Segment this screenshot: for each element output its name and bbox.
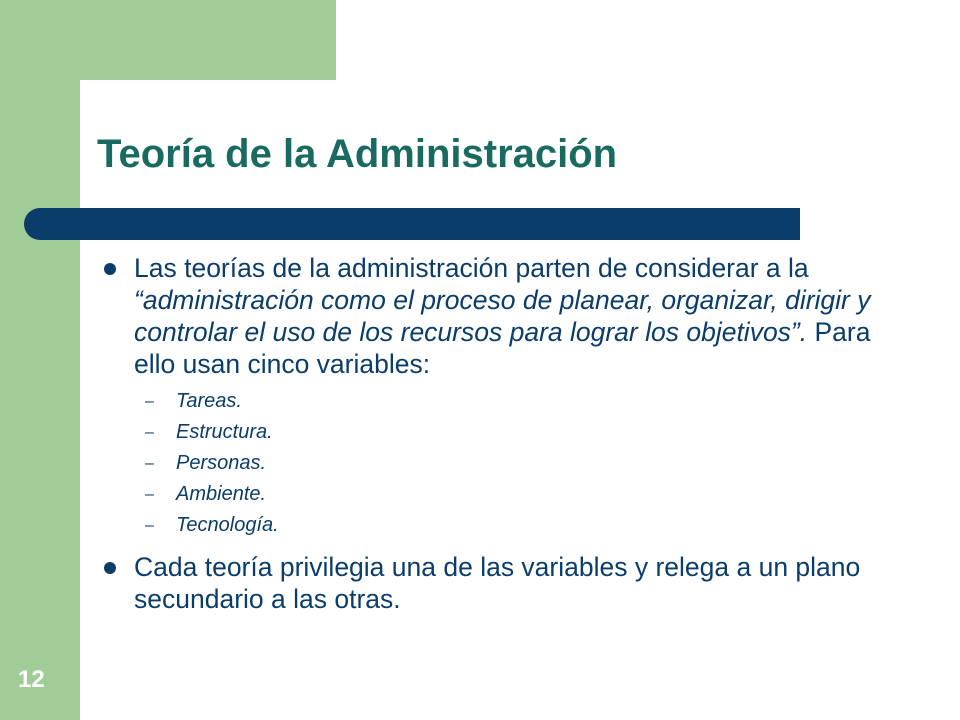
bullet-item-1 [98,252,898,380]
bullet-dot-icon [104,562,116,574]
variable-label: Tecnología. [176,514,279,536]
page-number: 12 [18,666,45,693]
list-item [98,479,898,510]
variable-label: Tareas. [176,390,242,412]
dash-icon: – [145,486,154,503]
dash-icon: – [145,393,154,410]
title-underline-bar [24,208,800,240]
dash-icon: – [145,455,154,472]
slide-body [98,252,898,615]
list-item [98,510,898,541]
dash-icon: – [145,424,154,441]
variable-label: Ambiente. [176,483,267,505]
variables-list [98,386,898,541]
bullet-1-quote: “administración como el proceso de planear, organizar, dirigir y controlar el uso de los recursos para lograr los objetivos”. [134,285,871,347]
bullet-1-intro: Las teorías de la administración parten de considerar a la [134,253,809,283]
dash-icon: – [145,517,154,534]
list-item [98,417,898,448]
bullet-dot-icon [104,263,116,275]
left-accent-bar [0,0,80,720]
list-item [98,448,898,479]
variable-label: Personas. [176,452,267,474]
rounded-corner [80,80,140,140]
bullet-1-outro: Para ello usan cinco variables: [134,317,871,379]
slide-title: Teoría de la Administración [97,132,618,176]
variable-label: Estructura. [176,421,273,443]
list-item [98,386,898,417]
bullet-item-2 [98,551,898,615]
top-accent-bar [0,0,336,80]
bullet-2-text: Cada teoría privilegia una de las variables y relega a un plano secundario a las otras. [134,552,861,614]
